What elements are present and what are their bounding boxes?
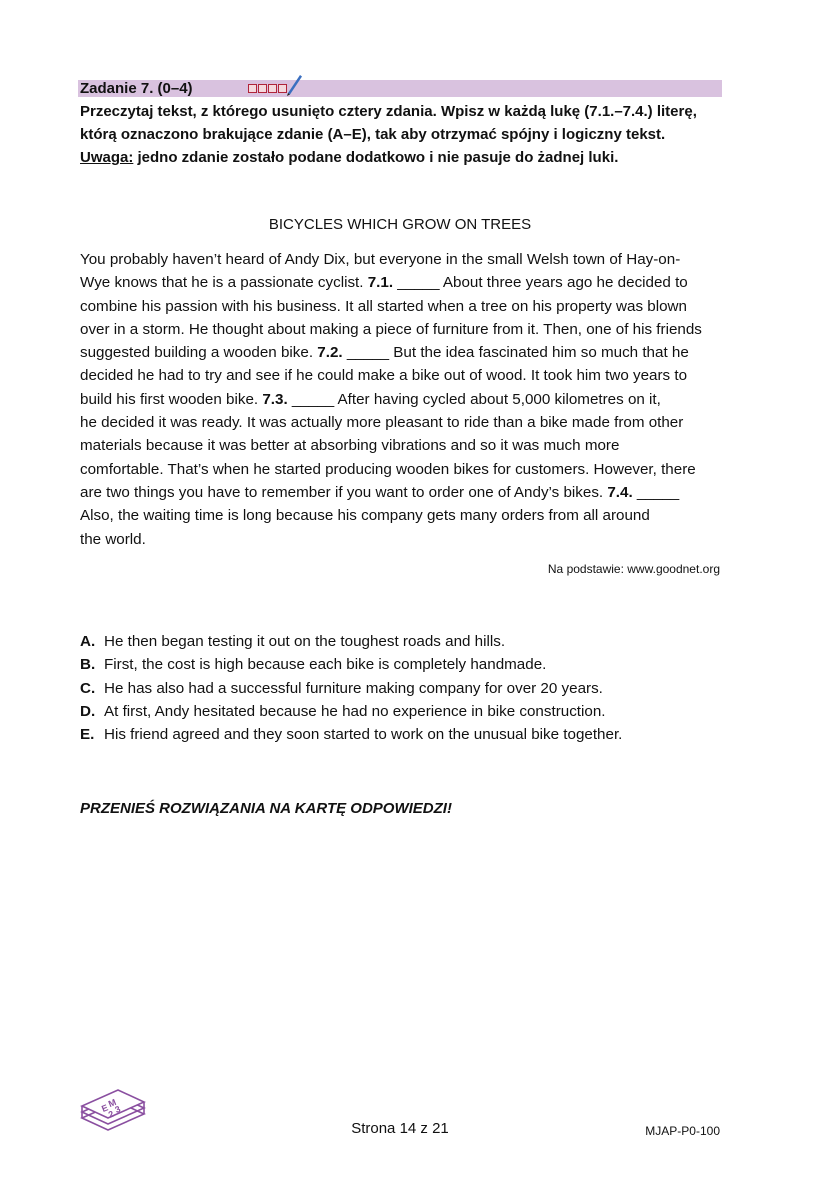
passage-fragment: _____ But the idea fascinated him so much that he [342,344,689,362]
svg-text:2: 2 [106,1108,116,1120]
task-instructions [80,100,730,169]
option-text: He then began testing it out on the toughest roads and hills. [104,633,506,650]
passage-line: combine his passion with his business. It all started when a tree on his property was blown [80,297,687,315]
passage-line [80,481,730,504]
passage-line: over in a storm. He thought about making a piece of furniture from it. Then, one of his friends [80,320,702,338]
passage-fragment: _____ After having cycled about 5,000 kilometres on it, [287,390,661,408]
passage-fragment: build his first wooden bike. [80,390,263,408]
option-a [80,630,622,653]
pen-icon [284,72,304,96]
option-text: His friend agreed and they soon started to work on the unusual bike together. [104,726,623,744]
gap-label: 7.4. [607,483,633,501]
transfer-note: PRZENIEŚ ROZWIĄZANIA NA KARTĘ ODPOWIEDZI! [80,800,452,817]
svg-text:E: E [100,1102,110,1114]
option-letter: D. [80,702,96,720]
passage-title: BICYCLES WHICH GROW ON TREES [268,216,532,233]
passage-line: he decided it was ready. It was actually more pleasant to ride than a bike made from other [80,414,684,432]
page-number: Strona 14 z 21 [351,1120,449,1137]
exam-code: MJAP-P0-100 [645,1124,720,1138]
score-box [268,84,277,93]
passage-fragment: _____ About three years ago he decided to [393,274,688,292]
score-box [258,84,267,93]
option-letter: E. [80,726,95,744]
option-text: He has also had a successful furniture making company for over 20 years. [104,679,603,697]
option-letter: B. [80,656,96,674]
uwaga-line [80,146,730,169]
passage-fragment: Wye knows that he is a passionate cyclist. [80,274,368,292]
instructions-line: którą oznaczono brakujące zdanie (A–E), tak aby otrzymać spójny i logiczny tekst. [80,126,666,143]
passage-fragment: suggested building a wooden bike. [80,344,318,362]
passage-line [80,388,730,411]
option-c [80,677,622,700]
option-b [80,653,622,676]
option-letter: C. [80,679,96,697]
option-text: At first, Andy hesitated because he had no experience in bike construction. [104,702,606,720]
passage-line: materials because it was better at absorbing vibrations and so it was much more [80,437,620,455]
uwaga-text: jedno zdanie zostało podane dodatkowo i nie pasuje do żadnej luki. [133,149,619,166]
passage-fragment: _____ [632,483,680,501]
option-e [80,723,622,746]
task-title: Zadanie 7. (0–4) [80,80,193,97]
passage-line: comfortable. That’s when he started producing wooden bikes for customers. However, there [80,460,696,478]
svg-text:M: M [106,1097,118,1110]
answer-options [80,630,622,746]
instructions-line: Przeczytaj tekst, z którego usunięto cztery zdania. Wpisz w każdą lukę (7.1.–7.4.) literę, [80,103,697,120]
uwaga-label: Uwaga: [80,149,134,166]
svg-text:3: 3 [113,1103,122,1116]
passage-line: Also, the waiting time is long because his company gets many orders from all around [80,507,650,525]
passage-fragment: are two things you have to remember if you want to order one of Andy’s bikes. [80,483,608,501]
passage-line [80,271,730,294]
gap-label: 7.2. [317,344,343,362]
passage-line: decided he had to try and see if he could make a bike out of wood. It took him two years to [80,367,688,385]
passage-line [80,341,730,364]
gap-label: 7.3. [262,390,288,408]
score-box [248,84,257,93]
option-letter: A. [80,633,96,650]
passage-text [80,248,730,551]
passage-line: the world. [80,530,146,548]
option-text: First, the cost is high because each bike is completely handmade. [104,656,547,674]
source-citation: Na podstawie: www.goodnet.org [547,562,720,576]
gap-label: 7.1. [367,274,394,292]
option-d [80,700,622,723]
passage-line: You probably haven’t heard of Andy Dix, but everyone in the small Welsh town of Hay-on- [80,251,681,268]
score-boxes [248,84,287,93]
